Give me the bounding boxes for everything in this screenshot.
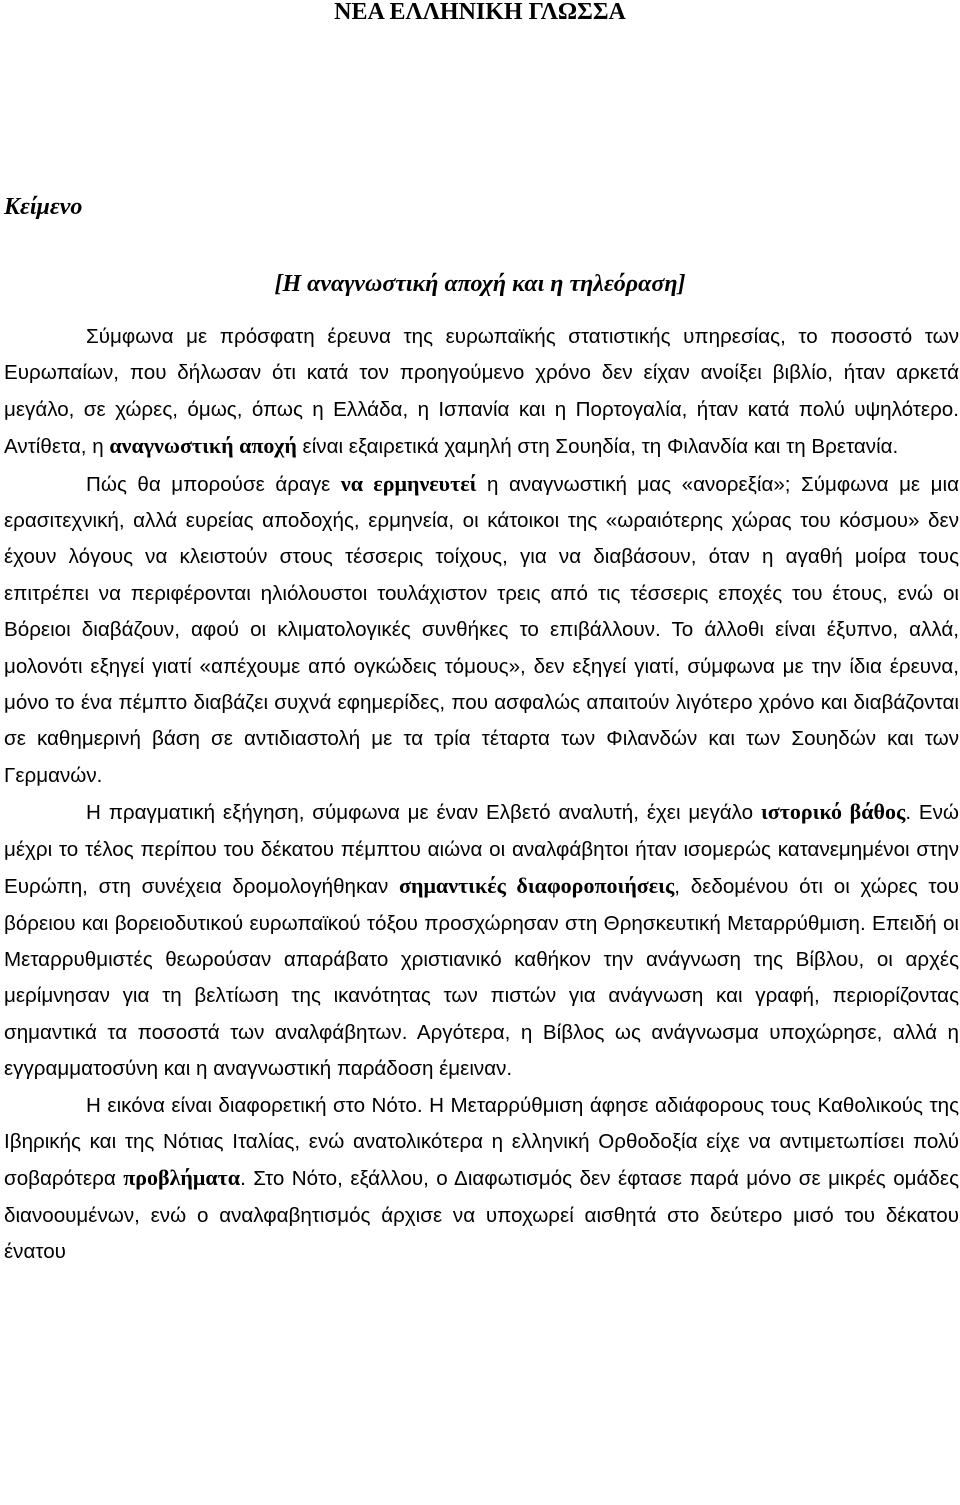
paragraph-4-text-1: Η εικόνα είναι διαφορετική στο Νότο. Η Μεταρρύθμιση άφησε αδιάφορους τους Καθολικούς της Ιβηρικής και της Νότιας Ιταλίας, ενώ ανατολικότερα η ελληνική Ορθοδοξία είχε να αντιμετωπίσει πολύ σοβαρότερα <box>4 1093 959 1191</box>
document-title: ΝΕΑ ΕΛΛΗΝΙΚΗ ΓΛΩΣΣΑ <box>334 0 626 25</box>
text-title: [Η αναγνωστική αποχή και η τηλεόραση] <box>274 271 686 297</box>
paragraph-3-bold-1: ιστορικό βάθος <box>760 799 906 825</box>
paragraph-4 <box>4 1088 959 1271</box>
paragraph-3-text-3: , δεδομένου ότι οι χώρες του βόρειου και βορειοδυτικού ευρωπαϊκού τόξου προσχώρησαν στη Θρησκευτική Μεταρρύθμιση. Επειδή οι Μεταρρυθμιστές θεωρούσαν απαράβατο χριστιανικό καθήκον την ανάγνωση της Βίβλου, οι αρχές μερίμνησαν για τη βελτίωση της ικανότητας των πιστών για ανάγνωση και γραφή, περιορίζοντας σημαντικά τα ποσοστά των αναλφάβητων. Αργότερα, η Βίβλος ως ανάγνωσμα υποχώρησε, αλλά η εγγραμματοσύνη και η αναγνωστική παράδοση έμειναν. <box>4 875 959 1081</box>
paragraph-2-bold-1: να ερμηνευτεί <box>340 470 477 496</box>
paragraph-3-bold-2: σημαντικές διαφοροποιήσεις <box>399 873 675 899</box>
paragraph-1-bold-1: αναγνωστική αποχή <box>109 433 297 459</box>
paragraph-3-text-1: Η πραγματική εξήγηση, σύμφωνα με έναν Ελβετό αναλυτή, έχει μεγάλο <box>86 801 761 825</box>
paragraph-1-text-1: Σύμφωνα με πρόσφατη έρευνα της ευρωπαϊκής στατιστικής υπηρεσίας, το ποσοστό των Ευρωπαίων, που δήλωσαν ότι κατά τον προηγούμενο χρόνο δεν είχαν ανοίξει βιβλίο, ήταν αρκετά μεγάλο, σε χώρες, όμως, όπως η Ελλάδα, η Ισπανία και η Πορτογαλία, ήταν κατά πολύ υψηλότερο. Αντίθετα, η <box>4 325 959 459</box>
paragraph-4-text-2: . Στο Νότο, εξάλλου, ο Διαφωτισμός δεν έφτασε παρά μόνο σε μικρές ομάδες διανοουμένων, ενώ ο αναλφαβητισμός άρχισε να υποχωρεί αισθητά στο δεύτερο μισό του δέκατου ένατου <box>4 1167 959 1264</box>
paragraph-1-text-2: είναι εξαιρετικά χαμηλή στη Σουηδία, τη Φιλανδία και τη Βρετανία. <box>296 435 899 459</box>
paragraph-2-text-1: Πώς θα μπορούσε άραγε <box>86 472 341 496</box>
paragraph-2 <box>4 466 959 795</box>
paragraph-2-text-2: η αναγνωστική μας «ανορεξία»; Σύμφωνα με μια ερασιτεχνική, αλλά ευρείας αποδοχής, ερμηνεία, οι κάτοικοι της «ωραιότερης χώρας του κόσμου» δεν έχουν λόγους να κλειστούν στους τέσσερις τοίχους, για να διαβάσουν, όταν η αγαθή μοίρα τους επιτρέπει να περιφέρονται ηλιόλουστοι τουλάχιστον τρεις από τις τέσσερις εποχές του έτους, ενώ οι Βόρειοι διαβάζουν, αφού οι κλιματολογικές συνθήκες το επιβάλλουν. Το άλλοθι είναι έξυπνο, αλλά, μολονότι εξηγεί γιατί «απέχουμε από ογκώδεις τόμους», δεν εξηγεί γιατί, σύμφωνα με την ίδια έρευνα, μόνο το ένα πέμπτο διαβάζει συχνά εφημερίδες, που ασφαλώς απαιτούν λιγότερο χρόνο και διαβάζονται σε καθημερινή βάση σε αντιδιαστολή με τα τρία τέταρτα των Φιλανδών και των Σουηδών και των Γερμανών. <box>4 472 959 787</box>
section-label: Κείμενο <box>4 194 83 220</box>
paragraph-3-text-2: . Ενώ μέχρι το τέλος περίπου του δέκατου πέμπτου αιώνα οι αναλφάβητοι ήταν ισομερώς κατανεμημένοι στην Ευρώπη, στη συνέχεια δρομολογήθηκαν <box>4 801 959 899</box>
paragraph-3 <box>4 794 959 1087</box>
paragraph-4-bold-1: προβλήματα <box>123 1165 241 1191</box>
paragraph-1 <box>4 319 959 466</box>
text-body <box>4 319 959 1271</box>
